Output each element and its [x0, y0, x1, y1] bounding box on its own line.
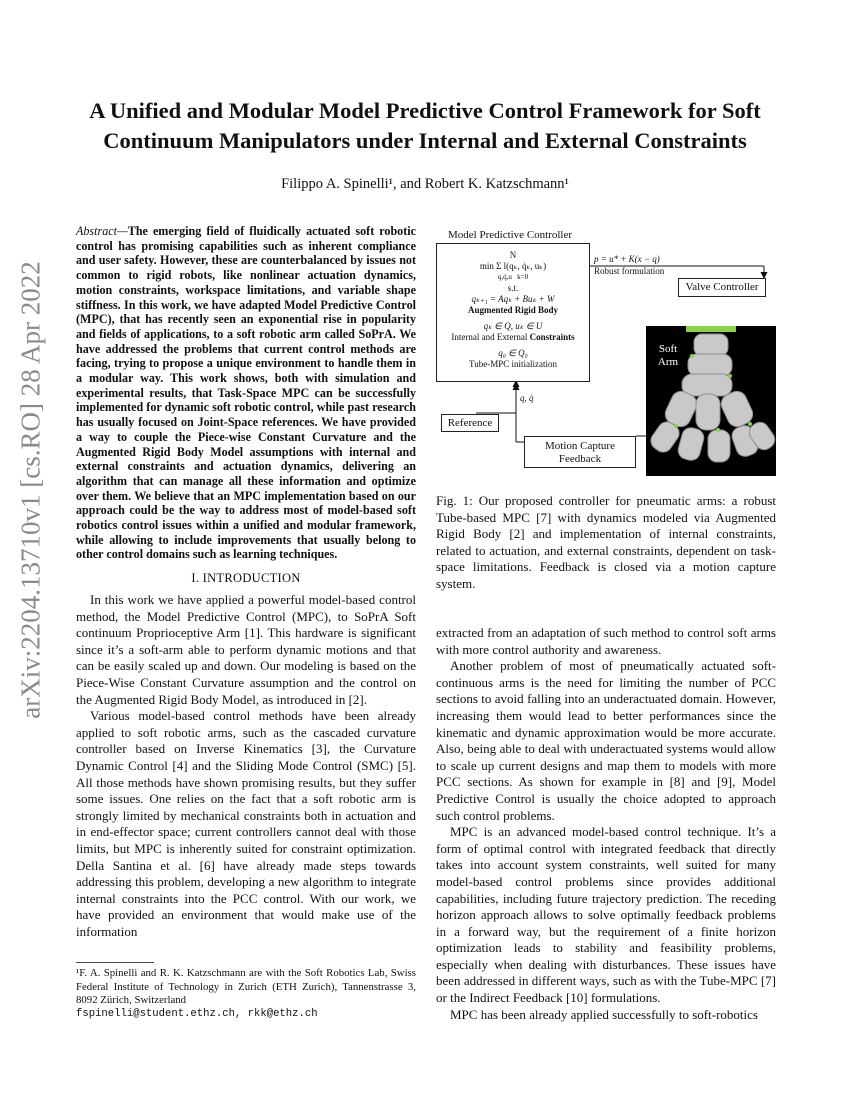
cost-min: min [479, 261, 494, 271]
mpc-title: Model Predictive Controller [448, 229, 573, 241]
authors: Filippo A. Spinelli¹, and Robert K. Katzschmann¹ [281, 176, 569, 192]
paragraph: extracted from an adaptation of such method to control soft arms with more control authority and awareness. [436, 625, 776, 657]
mpc-box [436, 243, 590, 382]
motion-capture-label: Motion Capture Feedback [545, 440, 615, 465]
init-eq: q₀ ∈ Q₀ [498, 348, 528, 358]
abstract-lead: Abstract— [76, 224, 128, 238]
figure-1 [436, 226, 776, 476]
footnote [76, 967, 416, 1021]
constraints-label: Internal and External [451, 332, 530, 342]
robust-label: Robust formulation [594, 266, 665, 276]
cost-sum-bottom: k=0 [517, 273, 529, 281]
reference-box [441, 414, 499, 432]
right-column-body [436, 625, 776, 1023]
section-heading-introduction: I. INTRODUCTION [191, 571, 301, 585]
subject-to: s.t. [507, 283, 519, 293]
paragraph: MPC is an advanced model-based control technique. It’s a form of optimal control with integrated feedback that directly takes into account system constraints, well suited for many model-based control problems since provides additional capabilities, including future trajectory prediction. The receding horizon approach allows to solve optimally feedback problems in a forward way, but the requirement of a finite horizon optimization leads to stability and feasibility problems, especially when dealing with disturbances. These issues have been addressed in different ways, such as with the Tube-MPC [7] or the Indirect Feedback [10] formulations. [436, 824, 776, 1006]
footnote-emails: fspinelli@student.ethz.ch, rkk@ethz.ch [76, 1007, 318, 1020]
valve-controller-box [678, 278, 766, 297]
paragraph: Another problem of most of pneumatically actuated soft-continuous arms is the need for limiting the number of PCC sections to avoid falling into an underactuated domain. However, increasing them would lead to better performances since the kinematic and dynamic approximation would be more accurate. Also, being able to deal with underactuated systems would allow to scale up current designs and map them to models with more PCC sections. As shown for example in [8] and [9], Model Predictive Control is usually the choice adopted to approach such control problems. [436, 658, 776, 823]
abstract [76, 224, 416, 562]
constraints-eq: qₖ ∈ Q, uₖ ∈ U [483, 321, 543, 331]
valve-controller-label: Valve Controller [685, 281, 759, 293]
arxiv-identifier: arXiv:2204.13710v1 [cs.RO] 28 Apr 2022 [15, 261, 46, 719]
paragraph: Various model-based control methods have been already applied to soft robotic arms, such as the cascaded curvature controller based on Inverse Kinematics [3], the Curvature Dynamic Control [4] and the Sliding Mode Control (SMC) [5]. All those methods have shown promising results, but they suffer some issues. One relies on the fact that a soft robotic arm is strongly limited by mechanical constraints both in actuation and in end-effector space; current controllers cannot deal with those limits, but MPC is inherently suited for constraint optimization. Della Santina et al. [6] have already made steps towards addressing this problem, developing a new algorithm to integrate internal constraints into the PCC control. With our work, we have provided an environment that would make use of the information [76, 708, 416, 939]
cost-sum: Σ l(qₖ, q̇ₖ, uₖ) [496, 261, 547, 271]
init-label: Tube-MPC initialization [469, 359, 557, 369]
paper-title: A Unified and Modular Model Predictive Control Framework for Soft Continuum Manipulators under Internal and External Constraints [89, 98, 761, 153]
paragraph: In this work we have applied a powerful model-based control method, the Model Predictive Control (MPC), to SoPrA Soft continuum Proprioceptive Arm [1]. This hardware is significant since it’s a soft-arm able to perform dynamic motions and that can be easily scaled up and down. Our modeling is based on the Piece-Wise Constant Curvature assumption and the control on the Augmented Rigid Body Model, as introduced in [2]. [76, 592, 416, 707]
soft-arm-label: Soft Arm [657, 343, 679, 368]
introduction-body [76, 592, 416, 940]
robust-equation: p = u* + K(x − q) [594, 254, 660, 264]
reference-label: Reference [447, 417, 493, 429]
dynamics-eq: qₖ₊₁ = Aqₖ + Buₖ + W [471, 294, 555, 304]
cost-sum-top: N [509, 250, 517, 260]
constraints-label-bold: Constraints [529, 332, 575, 342]
footnote-affiliation: ¹F. A. Spinelli and R. K. Katzschmann are with the Soft Robotics Lab, Swiss Federal Institute of Technology in Zurich (ETH Zurich), Tannenstrasse 3, 8092 Zürich, Switzerland [76, 967, 416, 1007]
state-label: q, q̇ [520, 393, 534, 403]
motion-capture-box [524, 436, 636, 468]
footnote-rule [76, 962, 154, 963]
abstract-text: The emerging field of fluidically actuated soft robotic control has promising capabilities such as inherent compliance and user safety. However, these are counterbalanced by issues not common to rigid robots, like nonlinear actuation dynamics, motion constraints, workspace limitations, and variable shape stiffness. In this work, we have adapted Model Predictive Control (MPC), that has recently seen an exponential rise in popularity and fields of applications, to a soft robotic arm called SoPrA. We have addressed the problems that current control methods are facing, trying to propose a unique environment to handle them in a modular way. This work shows, both with simulation and experimental results, that Task-Space MPC can be successfully implemented for dynamic soft robotic control, while past research has usually focused on Joint-Space references. We have provided a way to couple the Piece-wise Constant Curvature and the Augmented Rigid Body Model assumptions with internal and external constraints and actuation dynamics, delivering an algorithm that can manage all these information and optimize over them. We believe that an MPC implementation based on our approach could be the way to address most of model-based soft robotics control issues within a unified and modular framework, while allowing to include improvements that usually belong to other control domains such as learning techniques. [76, 224, 416, 562]
dynamics-label: Augmented Rigid Body [467, 305, 558, 315]
figure-caption: Fig. 1: Our proposed controller for pneumatic arms: a robust Tube-based MPC [7] with dynamics modeled via Augmented Rigid Body [2] and implementation of internal constraints, related to actuation, and external constraints, dependent on task-space limitations. Feedback is closed via a motion capture system. [436, 493, 776, 591]
paragraph: MPC has been already applied successfully to soft-robotics [450, 1006, 758, 1022]
cost-sub: q,q̇,u [497, 273, 512, 281]
